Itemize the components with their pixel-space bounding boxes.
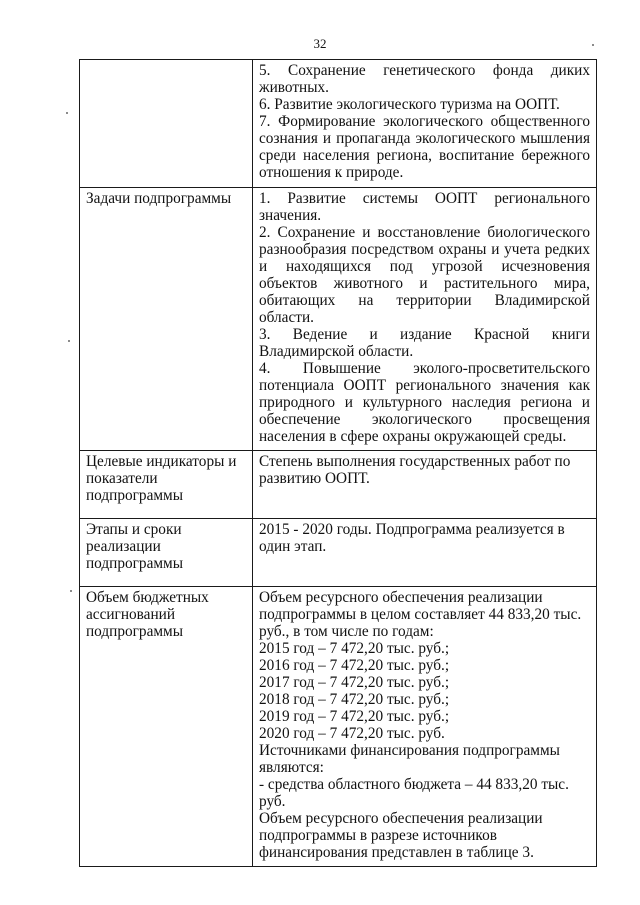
paragraph: 2016 год – 7 472,20 тыс. руб.; [259,657,450,674]
paragraph: 2015 год – 7 472,20 тыс. руб.; [259,640,450,657]
row-value [253,519,597,587]
paragraph: 2017 год – 7 472,20 тыс. руб.; [259,674,450,691]
paragraph: Объем ресурсного обеспечения реализации подпрограммы в целом составляет 44 833,20 тыс. руб., в том числе по годам: [259,589,582,640]
table-row [80,587,597,867]
paragraph: 1. Развитие системы ООПТ регионального значения. [259,190,590,224]
paragraph: 4. Повышение эколого-просветительского потенциала ООПТ регионального значения как природного и культурного наследия региона и обеспечение экологического просвещения населения в сфере охраны окружающей среды. [259,360,590,445]
paragraph: 2019 год – 7 472,20 тыс. руб.; [259,708,450,725]
row-value [253,451,597,519]
paragraph: Объем ресурсного обеспечения реализации подпрограммы в разрезе источников финансирования представлен в таблице 3. [259,810,543,861]
paragraph: 3. Ведение и издание Красной книги Владимирской области. [259,326,590,360]
row-label: Целевые индикаторы и показатели подпрограммы [80,451,253,519]
row-label: Задачи подпрограммы [80,188,253,451]
scan-speck [66,112,68,114]
row-label: Этапы и сроки реализации подпрограммы [80,519,253,587]
page-number: 32 [313,36,327,51]
row-label [80,60,253,188]
paragraph: Источниками финансирования подпрограммы являются: [259,742,560,776]
row-value [253,587,597,867]
row-value [253,188,597,451]
row-label: Объем бюджетных ассигнований подпрограммы [80,587,253,867]
paragraph: Степень выполнения государственных работ по развитию ООПТ. [259,453,571,487]
paragraph: 2015 - 2020 годы. Подпрограмма реализуется в один этап. [259,521,565,555]
paragraph: 6. Развитие экологического туризма на ООПТ. [259,96,560,113]
paragraph: 2020 год – 7 472,20 тыс. руб. [259,725,445,742]
row-value [253,60,597,188]
paragraph: 2018 год – 7 472,20 тыс. руб.; [259,691,450,708]
paragraph: 2. Сохранение и восстановление биологического разнообразия посредством охраны и учета редких и находящихся под угрозой исчезновения объектов животного и растительного мира, обитающих на территории Владимирской области. [259,224,590,326]
scan-speck [592,44,594,46]
subprogram-passport-table [79,59,597,867]
scan-speck [68,340,70,342]
paragraph: 7. Формирование экологического общественного сознания и пропаганда экологического мышления среди населения региона, воспитание бережного отношения к природе. [259,113,590,181]
scan-speck [70,590,72,592]
table-row [80,519,597,587]
table-row [80,188,597,451]
paragraph: - средства областного бюджета – 44 833,20 тыс. руб. [259,776,569,810]
paragraph: 5. Сохранение генетического фонда диких животных. [259,62,590,96]
table-row [80,451,597,519]
table-row [80,60,597,188]
